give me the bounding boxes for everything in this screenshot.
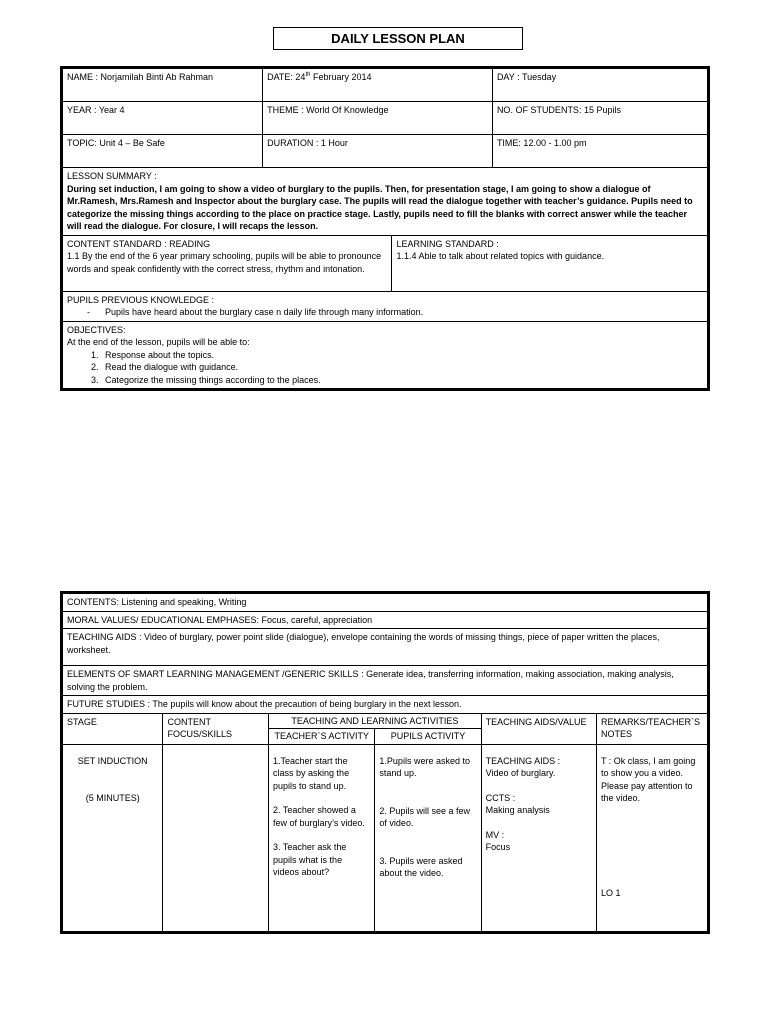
pupils-step-3: 3. Pupils were asked about the video. xyxy=(379,855,463,878)
students-cell: NO. OF STUDENTS: 15 Pupils xyxy=(492,102,708,135)
duration-cell: DURATION : 1 Hour xyxy=(263,135,493,168)
teacher-activity-cell xyxy=(269,744,375,932)
teaching-aids-row: TEACHING AIDS : Video of burglary, power point slide (dialogue), envelope containing the words of missing things, piece of paper written the places, worksheet. xyxy=(62,629,709,666)
learning-standard xyxy=(392,235,709,291)
future-studies-row: FUTURE STUDIES : The pupils will know about the precaution of being burglary in the next lesson. xyxy=(62,696,709,714)
aids-value: Video of burglary. xyxy=(485,768,556,778)
content-standard-text: 1.1 By the end of the 6 year primary schooling, pupils will be able to pronounce words and speak confidently with the correct stress, rhythm and intonation. xyxy=(67,251,382,274)
list-item: - Pupils have heard about the burglary case n daily life through many information. xyxy=(97,306,703,319)
pupils-step-1: 1.Pupils were asked to stand up. xyxy=(379,755,470,778)
mv-label: MV : xyxy=(485,829,505,840)
pupils-activity-cell xyxy=(375,744,481,932)
content-standard-label: CONTENT STANDARD : READING xyxy=(67,238,211,249)
remark-text: T : Ok class, I am going to show you a video. Please pay attention to the video. xyxy=(600,755,696,803)
learning-standard-label: LEARNING STANDARD : xyxy=(396,238,499,249)
content-focus-cell xyxy=(163,744,269,932)
header-stage: STAGE xyxy=(62,713,163,744)
teacher-step-2: 2. Teacher showed a few of burglary’s video. xyxy=(273,805,365,828)
previous-knowledge-label: PUPILS PREVIOUS KNOWLEDGE : xyxy=(67,294,215,305)
contents-row: CONTENTS: Listening and speaking, Writing xyxy=(62,593,709,612)
objectives xyxy=(62,321,709,390)
header-aids: TEACHING AIDS/VALUE xyxy=(481,713,596,744)
remarks-cell xyxy=(596,744,708,932)
list-item: 1. Response about the topics. xyxy=(101,349,703,362)
header-tla: TEACHING AND LEARNING ACTIVITIES xyxy=(269,713,482,729)
lesson-plan-table xyxy=(60,591,710,934)
header-remarks: REMARKS/TEACHER`S NOTES xyxy=(596,713,708,744)
content-standard xyxy=(62,235,392,291)
objectives-intro: At the end of the lesson, pupils will be able to: xyxy=(67,337,250,347)
aids-value-cell xyxy=(481,744,596,932)
teacher-step-3: 3. Teacher ask the pupils what is the videos about? xyxy=(273,842,347,877)
smart-elements-row: ELEMENTS OF SMART LEARNING MANAGEMENT /GENERIC SKILLS : Generate idea, transferring information, making association, making analysis, solving the problem. xyxy=(62,666,709,696)
list-item: 2. Read the dialogue with guidance. xyxy=(101,361,703,374)
lesson-summary xyxy=(62,168,709,236)
lesson-info-table xyxy=(60,66,710,391)
lo-label: LO 1 xyxy=(600,887,621,898)
teacher-step-1: 1.Teacher start the class by asking the pupils to stand up. xyxy=(273,755,350,791)
list-item: 3. Categorize the missing things according to the places. xyxy=(101,374,703,387)
date-cell: DATE: 24th February 2014 xyxy=(263,68,493,102)
lesson-summary-text: During set induction, I am going to show a video of burglary to the pupils. Then, for presentation stage, I am going to show a dialogue of Mr.Ramesh, Mrs.Ramesh and Inspector about the burglary case. The pupils will read the dialogue together with teacher’s guidance. Pupils need to categorize the missing things according to the place on practice stage. Lastly, pupils need to fill the blanks with correct answer while the teacher will read the dialogue. For closure, I will recaps the lesson. xyxy=(67,183,693,231)
topic-cell: TOPIC: Unit 4 – Be Safe xyxy=(62,135,263,168)
aids-label: TEACHING AIDS : xyxy=(485,755,561,766)
ccts-value: Making analysis xyxy=(485,805,550,815)
lesson-summary-label: LESSON SUMMARY : xyxy=(67,171,157,181)
stage-cell xyxy=(62,744,163,932)
header-pupils: PUPILS ACTIVITY xyxy=(375,729,481,745)
pupils-step-2: 2. Pupils will see a few of video. xyxy=(379,805,470,828)
year-cell: YEAR : Year 4 xyxy=(62,102,263,135)
stage-name: SET INDUCTION xyxy=(77,755,148,766)
page-title: DAILY LESSON PLAN xyxy=(273,27,523,50)
header-content: CONTENT FOCUS/SKILLS xyxy=(163,713,269,744)
learning-standard-text: 1.1.4 Able to talk about related topics with guidance. xyxy=(396,251,605,261)
objectives-label: OBJECTIVES: xyxy=(67,324,126,335)
theme-cell: THEME : World Of Knowledge xyxy=(263,102,493,135)
mv-value: Focus xyxy=(485,842,511,852)
header-teacher: TEACHER`S ACTIVITY xyxy=(269,729,375,745)
ccts-label: CCTS : xyxy=(485,792,516,803)
time-cell: TIME: 12.00 - 1.00 pm xyxy=(492,135,708,168)
stage-minutes: (5 MINUTES) xyxy=(85,793,140,803)
moral-values-row: MORAL VALUES/ EDUCATIONAL EMPHASES: Focus, careful, appreciation xyxy=(62,611,709,629)
name-cell: NAME : Norjamilah Binti Ab Rahman xyxy=(62,68,263,102)
day-cell: DAY : Tuesday xyxy=(492,68,708,102)
previous-knowledge xyxy=(62,291,709,321)
